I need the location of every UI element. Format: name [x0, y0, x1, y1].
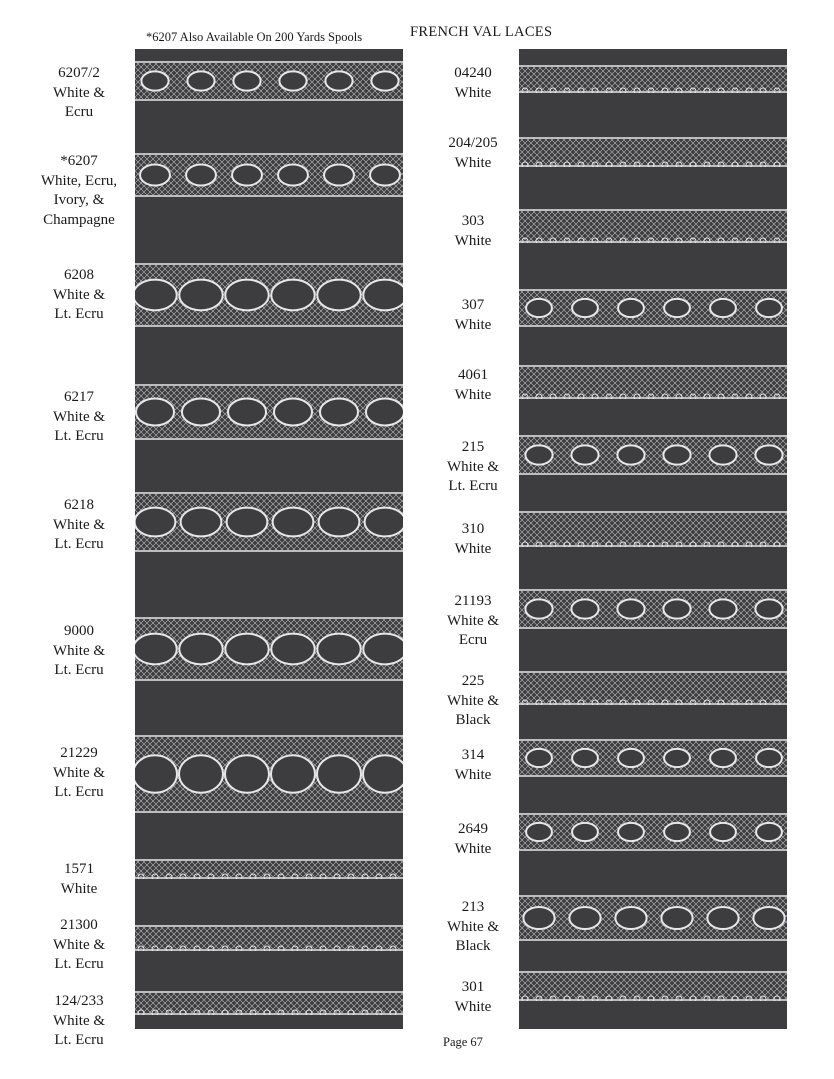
- product-label: 2649 White: [454, 821, 492, 857]
- product-label: 124/233 White & Lt. Ecru: [52, 993, 106, 1048]
- lace-pattern: [519, 589, 787, 629]
- product-label: 6208 White & Lt. Ecru: [52, 267, 106, 322]
- product-label: 21300 White & Lt. Ecru: [52, 917, 106, 972]
- lace-strip-204-205: [519, 137, 787, 167]
- lace-strip-124-233: [135, 991, 403, 1015]
- lace-pattern: [519, 971, 787, 1001]
- lace-pattern: [135, 384, 403, 440]
- lace-pattern: [519, 137, 787, 167]
- product-label: 6217 White & Lt. Ecru: [52, 389, 106, 444]
- lace-pattern: [135, 61, 403, 101]
- lace-strip-6207-2: [135, 61, 403, 101]
- product-label: 4061 White: [454, 367, 492, 403]
- product-label: 04240 White: [454, 65, 492, 101]
- lace-pattern: [135, 153, 403, 197]
- lace-strip-21229: [135, 735, 403, 813]
- lace-strip-4061: [519, 365, 787, 399]
- lace-strip-314: [519, 739, 787, 777]
- product-label: 225 White & Black: [446, 673, 500, 728]
- lace-strip-2649: [519, 813, 787, 851]
- lace-pattern: [519, 435, 787, 475]
- lace-strip-9000: [135, 617, 403, 681]
- lace-strip-21193: [519, 589, 787, 629]
- lace-pattern: [519, 739, 787, 777]
- page-title: FRENCH VAL LACES: [410, 24, 553, 40]
- lace-pattern: [519, 813, 787, 851]
- lace-pattern: [519, 65, 787, 93]
- lace-pattern: [135, 859, 403, 879]
- product-label: 307 White: [454, 297, 492, 333]
- lace-panel-left: [135, 49, 403, 1029]
- lace-pattern: [135, 735, 403, 813]
- lace-pattern: [519, 895, 787, 941]
- product-label: 314 White: [454, 747, 492, 783]
- lace-strip-310: [519, 511, 787, 547]
- product-label: 204/205 White: [448, 135, 498, 171]
- product-label: 301 White: [454, 979, 492, 1015]
- lace-pattern: [519, 289, 787, 327]
- lace-pattern: [519, 209, 787, 243]
- lace-pattern: [519, 671, 787, 705]
- lace-strip-21300: [135, 925, 403, 951]
- product-label: 1571 White: [60, 861, 98, 897]
- product-label: *6207 White, Ecru, Ivory, & Champagne: [40, 153, 118, 228]
- product-label: 6207/2 White & Ecru: [52, 65, 106, 120]
- lace-strip-215: [519, 435, 787, 475]
- lace-panel-right: [519, 49, 787, 1029]
- lace-strip-303: [519, 209, 787, 243]
- lace-strip-6218: [135, 492, 403, 552]
- product-label: 21193 White & Ecru: [446, 593, 500, 648]
- lace-pattern: [135, 492, 403, 552]
- lace-strip-225: [519, 671, 787, 705]
- product-label: 303 White: [454, 213, 492, 249]
- product-label: 9000 White & Lt. Ecru: [52, 623, 106, 678]
- product-label: 213 White & Black: [446, 899, 500, 954]
- lace-strip-04240: [519, 65, 787, 93]
- lace-pattern: [519, 365, 787, 399]
- product-label: 215 White & Lt. Ecru: [446, 439, 500, 494]
- lace-strip-6217: [135, 384, 403, 440]
- lace-pattern: [135, 991, 403, 1015]
- lace-pattern: [519, 511, 787, 547]
- lace-strip-307: [519, 289, 787, 327]
- lace-pattern: [135, 617, 403, 681]
- product-label: 21229 White & Lt. Ecru: [52, 745, 106, 800]
- product-label: 310 White: [454, 521, 492, 557]
- lace-strip-6208: [135, 263, 403, 327]
- lace-strip-1571: [135, 859, 403, 879]
- lace-pattern: [135, 925, 403, 951]
- lace-strip-213: [519, 895, 787, 941]
- product-label: 6218 White & Lt. Ecru: [52, 497, 106, 552]
- lace-strip-6207: [135, 153, 403, 197]
- lace-pattern: [135, 263, 403, 327]
- spool-note: *6207 Also Available On 200 Yards Spools: [146, 30, 363, 44]
- lace-strip-301: [519, 971, 787, 1001]
- page-number: Page 67: [443, 1035, 483, 1049]
